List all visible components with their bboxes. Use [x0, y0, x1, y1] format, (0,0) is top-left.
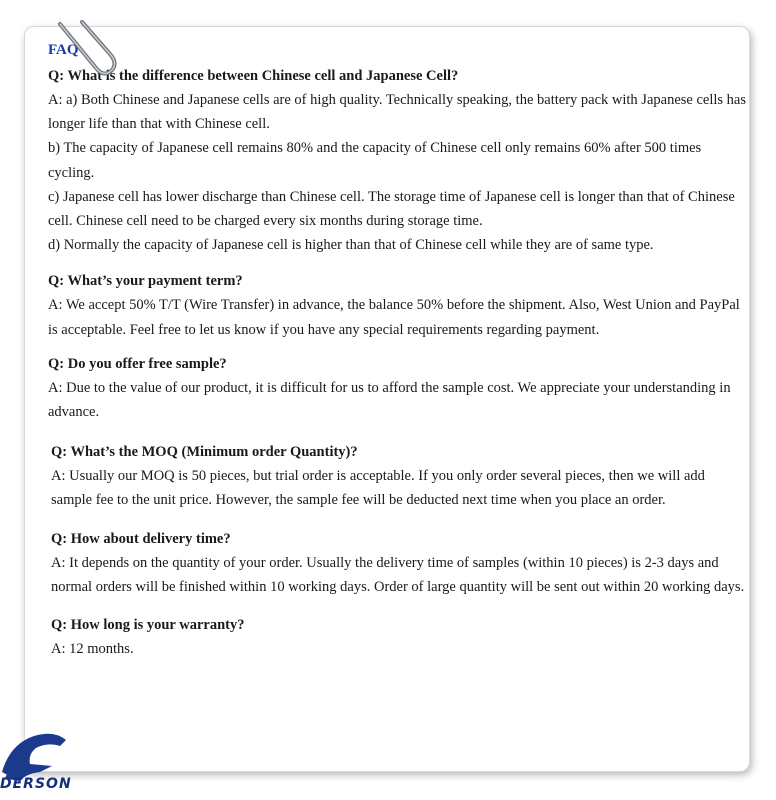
faq-heading: FAQ — [48, 42, 79, 58]
faq-answer: d) Normally the capacity of Japanese cell is higher than that of Chinese cell while they are of same type. — [48, 237, 654, 254]
faq-question: Q: How about delivery time? — [51, 530, 231, 547]
faq-answer: A: We accept 50% T/T (Wire Transfer) in advance, the balance 50% before the shipment. Also, West Union and PayPal is acceptable. Feel free to let us know if you have any special requirements regarding payment. — [48, 297, 740, 338]
faq-item — [48, 352, 748, 424]
faq-item — [48, 269, 748, 341]
faq-item — [48, 527, 748, 599]
faq-answer: A: Due to the value of our product, it is difficult for us to afford the sample cost. We appreciate your understanding in advance. — [48, 379, 731, 421]
faq-question: Q: What’s your payment term? — [48, 273, 243, 290]
paperclip-icon — [52, 20, 126, 90]
faq-content — [48, 64, 748, 661]
faq-answer: A: It depends on the quantity of your order. Usually the delivery time of samples (within 10 pieces) is 2-3 days and normal orders will be finished within 10 working days. Order of large quantity will be sent out within 20 working days. — [51, 554, 745, 595]
faq-answer: A: 12 months. — [51, 641, 134, 658]
faq-item — [48, 613, 748, 661]
brand-logo-text: DERSON — [0, 776, 72, 792]
faq-item — [48, 440, 748, 512]
faq-answer: A: a) Both Chinese and Japanese cells are of high quality. Technically speaking, the battery pack with Japanese cells has longer life than that with Chinese cell. — [48, 92, 746, 133]
faq-question: Q: Do you offer free sample? — [48, 355, 227, 372]
faq-answer: A: Usually our MOQ is 50 pieces, but trial order is acceptable. If you only order several pieces, then we will add sample fee to the unit price. However, the sample fee will be deducted next time when you place an order. — [51, 468, 705, 509]
faq-question: Q: What is the difference between Chinese cell and Japanese Cell? — [48, 68, 459, 84]
faq-question: Q: How long is your warranty? — [51, 617, 245, 634]
faq-question: Q: What’s the MOQ (Minimum order Quantity)? — [51, 444, 358, 461]
faq-item — [48, 64, 748, 257]
faq-answer: b) The capacity of Japanese cell remains 80% and the capacity of Chinese cell only remains 60% after 500 times cycling. — [48, 140, 702, 181]
faq-answer: c) Japanese cell has lower discharge than Chinese cell. The storage time of Japanese cell is longer than that of Chinese cell. Chinese cell need to be charged every six months during storage time. — [48, 188, 735, 230]
